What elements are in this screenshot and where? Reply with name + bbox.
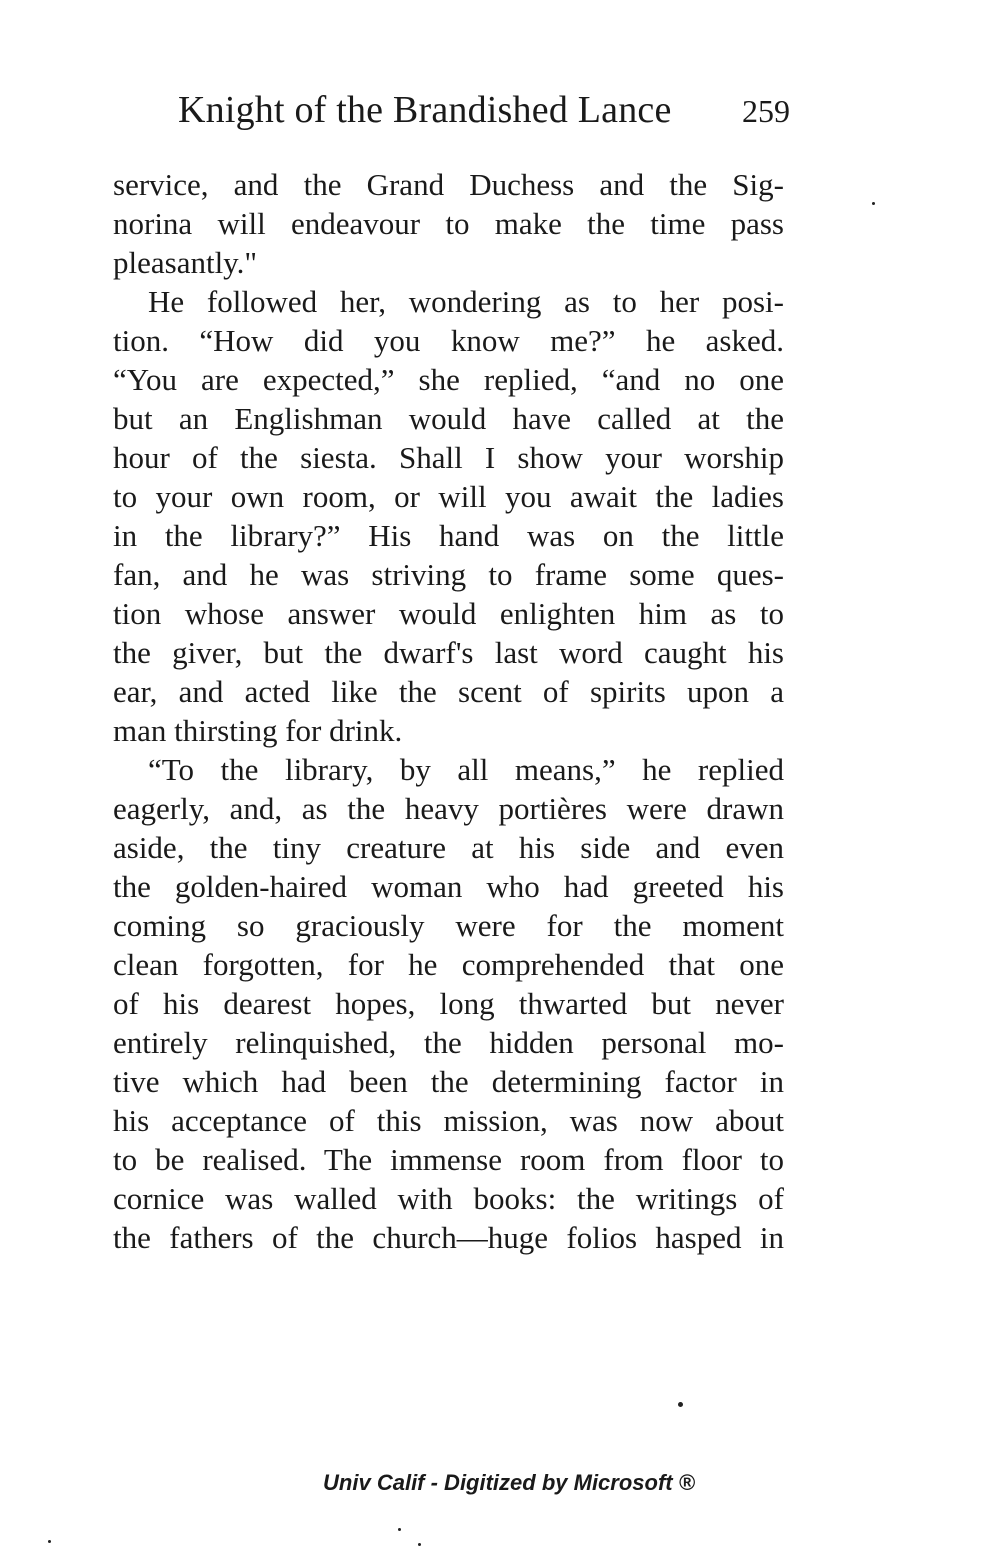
scan-speck xyxy=(678,1402,683,1407)
digitization-watermark: Univ Calif - Digitized by Microsoft ® xyxy=(323,1470,695,1495)
text-line: tion whose answer would enlighten him as to xyxy=(113,596,784,631)
text-line: his acceptance of this mission, was now about xyxy=(113,1103,784,1138)
text-line: of his dearest hopes, long thwarted but never xyxy=(113,986,784,1021)
running-header xyxy=(178,88,790,144)
text-line: fan, and he was striving to frame some ques- xyxy=(113,557,784,592)
text-line: entirely relinquished, the hidden personal mo- xyxy=(113,1025,784,1060)
text-line: hour of the siesta. Shall I show your worship xyxy=(113,440,784,475)
text-line: He followed her, wondering as to her posi- xyxy=(148,284,784,319)
text-line: “To the library, by all means,” he replied xyxy=(148,752,784,787)
page-number: 259 xyxy=(742,93,790,129)
running-title: Knight of the Brandished Lance xyxy=(178,89,672,131)
text-line: pleasantly." xyxy=(113,245,258,280)
scan-speck xyxy=(48,1540,51,1543)
text-line: to your own room, or will you await the ladies xyxy=(113,479,784,514)
text-line: eagerly, and, as the heavy portières were drawn xyxy=(113,791,784,826)
text-line: coming so graciously were for the moment xyxy=(113,908,784,943)
text-line: in the library?” His hand was on the little xyxy=(113,518,784,553)
text-line: but an Englishman would have called at the xyxy=(113,401,784,436)
text-line: man thirsting for drink. xyxy=(113,713,403,748)
text-line: the golden-haired woman who had greeted his xyxy=(113,869,784,904)
text-line: tion. “How did you know me?” he asked. xyxy=(113,323,784,358)
text-line: clean forgotten, for he comprehended that one xyxy=(113,947,784,982)
text-line: service, and the Grand Duchess and the Sig- xyxy=(113,167,784,202)
text-line: to be realised. The immense room from floor to xyxy=(113,1142,784,1177)
text-line: norina will endeavour to make the time pass xyxy=(113,206,784,241)
text-line: the fathers of the church—huge folios hasped in xyxy=(113,1220,784,1255)
text-line: cornice was walled with books: the writings of xyxy=(113,1181,784,1216)
scan-speck xyxy=(872,202,875,205)
text-line: “You are expected,” she replied, “and no one xyxy=(113,362,784,397)
text-line: aside, the tiny creature at his side and even xyxy=(113,830,784,865)
text-line: tive which had been the determining factor in xyxy=(113,1064,784,1099)
text-line: ear, and acted like the scent of spirits upon a xyxy=(113,674,784,709)
text-line: the giver, but the dwarf's last word caught his xyxy=(113,635,784,670)
scan-speck xyxy=(418,1543,421,1546)
scan-speck xyxy=(398,1528,401,1531)
